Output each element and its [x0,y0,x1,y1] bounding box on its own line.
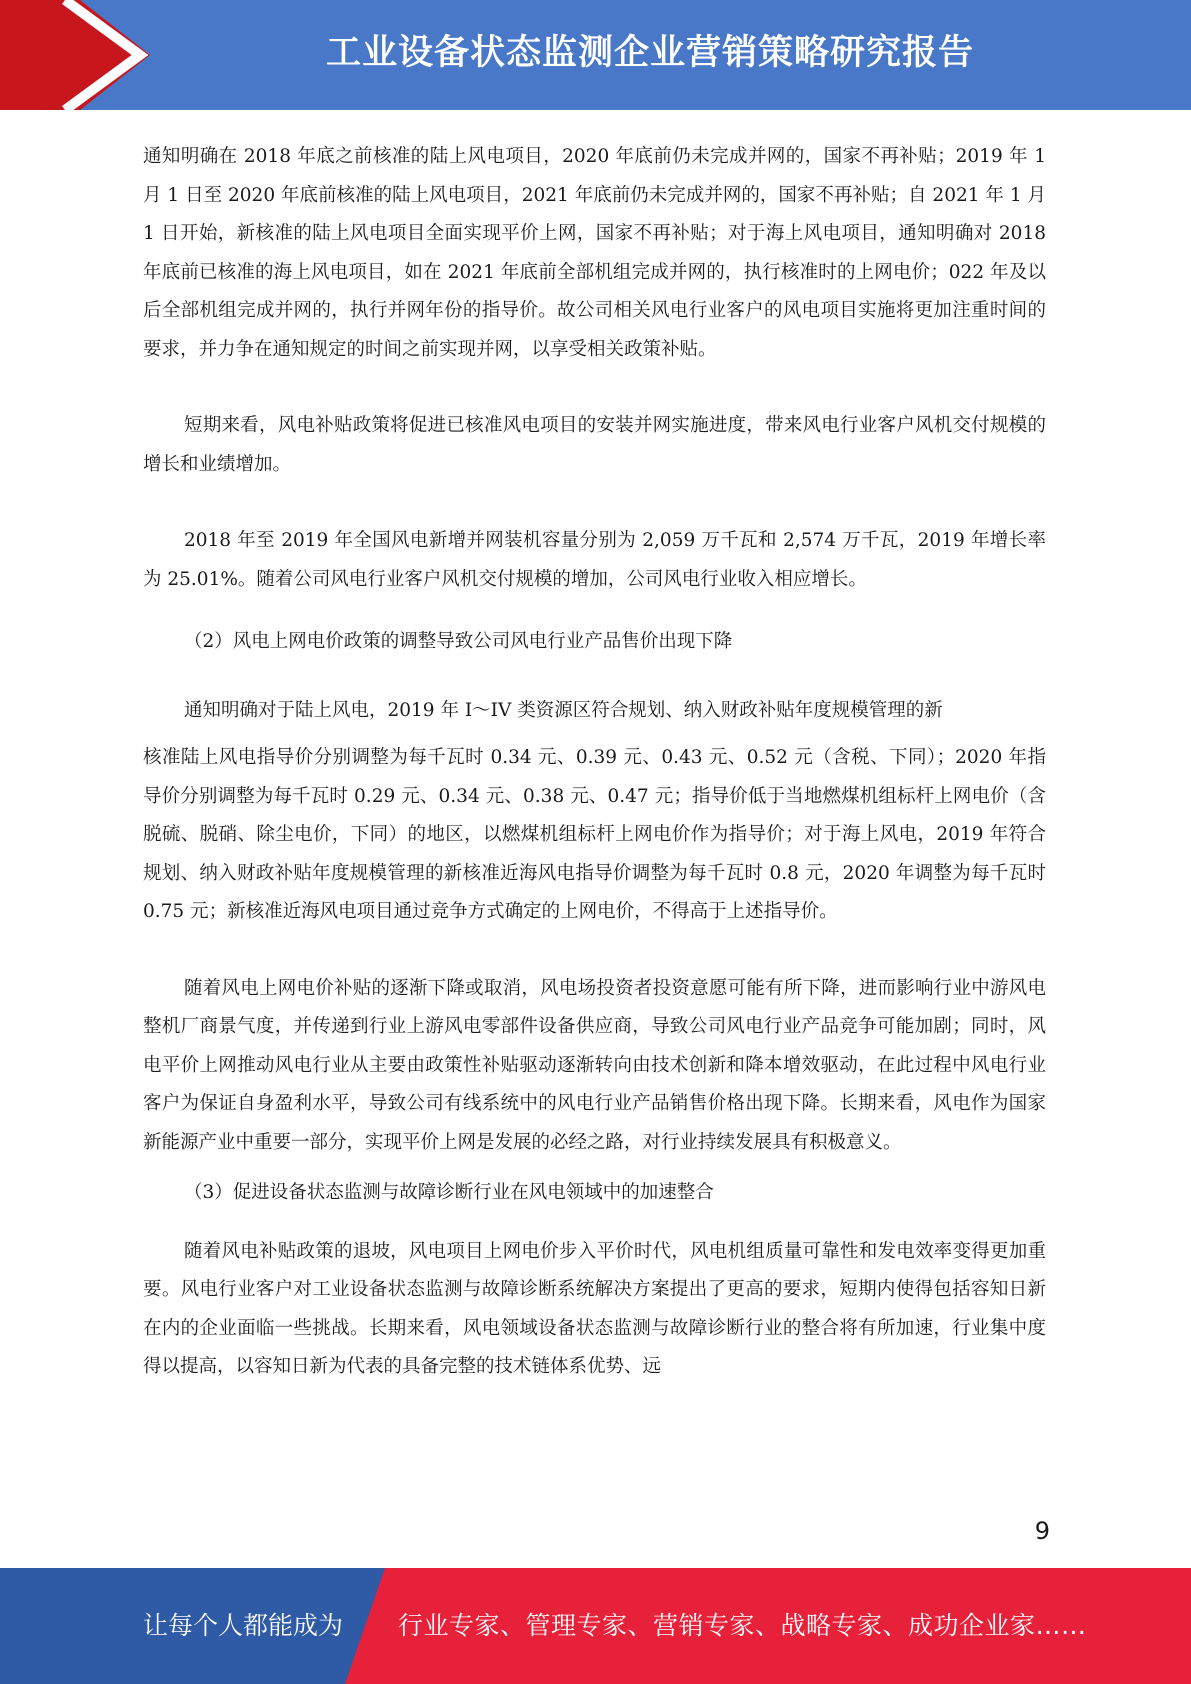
paragraph: 随着风电上网电价补贴的逐渐下降或取消，风电场投资者投资意愿可能有所下降，进而影响行业中游风电整机厂商景气度，并传递到行业上游风电零部件设备供应商，导致公司风电行业产品竞争可能加剧；同时，风电平价上网推动风电行业从主要由政策性补贴驱动逐渐转向由技术创新和降本增效驱动，在此过程中风电行业客户为保证自身盈利水平，导致公司有线系统中的风电行业产品销售价格出现下降。长期来看，风电作为国家新能源产业中重要一部分，实现平价上网是发展的必经之路，对行业持续发展具有积极意义。 [143,977,1046,1153]
header-chevron-icon [0,0,170,110]
paragraph: 通知明确对于陆上风电，2019 年 I～IV 类资源区符合规划、纳入财政补贴年度规模管理的新 [184,699,943,721]
footer-slogan-right: 行业专家、管理专家、营销专家、战略专家、成功企业家…… [398,1611,1087,1640]
paragraph: 短期来看，风电补贴政策将促进已核准风电项目的安装并网实施进度，带来风电行业客户风机交付规模的增长和业绩增加。 [143,415,1046,475]
section-heading: （2）风电上网电价政策的调整导致公司风电行业产品售价出现下降 [184,631,733,652]
paragraph: 通知明确在 2018 年底之前核准的陆上风电项目，2020 年底前仍未完成并网的，国家不再补贴；2019 年 1 月 1 日至 2020 年底前核准的陆上风电项目，2021 年底前仍未完成并网的，国家不再补贴；自 2021 年 1 月 1 日开始，新核准的陆上风电项目全面实现平价上网，国家不再补贴；对于海上风电项目，通知明确对 2018 年底前已核准的海上风电项目，如在 2021 年底前全部机组完成并网的，执行核准时的上网电价；022 年及以后全部机组完成并网的，执行并网年份的指导价。故公司相关风电行业客户的风电项目实施将更加注重时间的要求，并力争在通知规定的时间之前实现并网，以享受相关政策补贴。 [143,146,1046,360]
footer-slogan-left: 让每个人都能成为 [143,1611,344,1640]
page-footer [0,1568,1191,1684]
page-header [0,0,1191,110]
paragraph: 随着风电补贴政策的退坡，风电项目上网电价步入平价时代，风电机组质量可靠性和发电效率变得更加重要。风电行业客户对工业设备状态监测与故障诊断系统解决方案提出了更高的要求，短期内使得包括容知日新在内的企业面临一些挑战。长期来看，风电领域设备状态监测与故障诊断行业的整合将有所加速，行业集中度得以提高，以容知日新为代表的具备完整的技术链体系优势、远 [143,1240,1046,1377]
paragraph: 2018 年至 2019 年全国风电新增并网装机容量分别为 2,059 万千瓦和 2,574 万千瓦，2019 年增长率为 25.01%。随着公司风电行业客户风机交付规模的增加，公司风电行业收入相应增长。 [143,530,1046,590]
section-heading: （3）促进设备状态监测与故障诊断行业在风电领域中的加速整合 [184,1182,714,1203]
paragraph: 核准陆上风电指导价分别调整为每千瓦时 0.34 元、0.39 元、0.43 元、0.52 元（含税、下同）；2020 年指导价分别调整为每千瓦时 0.29 元、0.34 元、0.38 元、0.47 元；指导价低于当地燃煤机组标杆上网电价（含脱硫、脱硝、除尘电价，下同）的地区，以燃煤机组标杆上网电价作为指导价；对于海上风电，2019 年符合规划、纳入财政补贴年度规模管理的新核准近海风电指导价调整为每千瓦时 0.8 元，2020 年调整为每千瓦时 0.75 元；新核准近海风电项目通过竞争方式确定的上网电价，不得高于上述指导价。 [143,747,1046,922]
document-body [143,138,1046,1387]
report-title: 工业设备状态监测企业营销策略研究报告 [325,33,974,73]
page-number: 9 [1034,1517,1050,1545]
